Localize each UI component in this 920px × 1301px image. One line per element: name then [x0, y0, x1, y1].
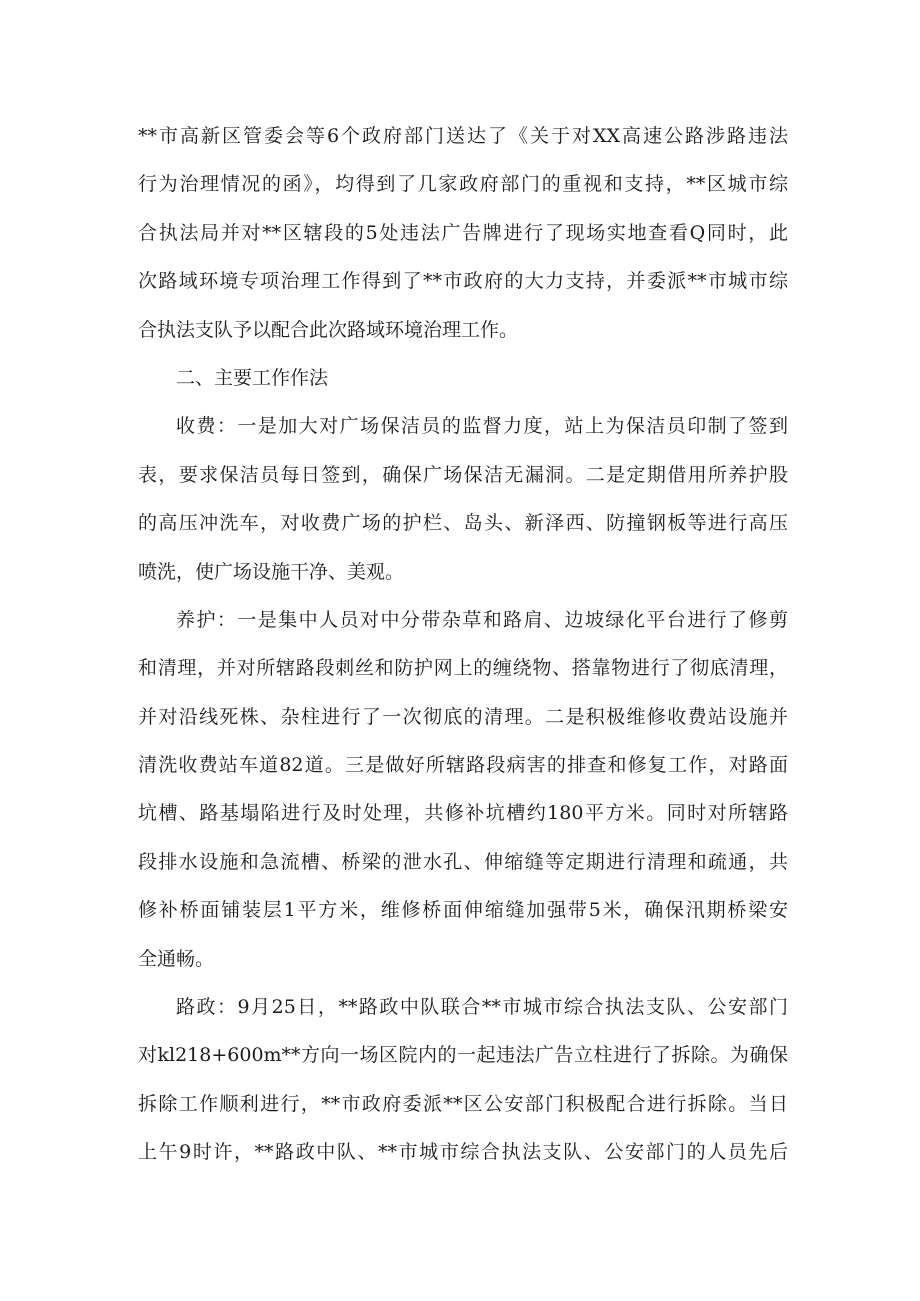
- text-line: 修补桥面铺装层1平方米，维修桥面伸缩缝加强带5米，确保汛期桥梁安: [138, 899, 788, 922]
- text-line: 二、主要工作作法: [176, 366, 329, 389]
- text-line: 的高压冲洗车，对收费广场的护栏、岛头、新泽西、防撞钢板等进行高压: [138, 512, 788, 535]
- text-line: 并对沿线死株、杂柱进行了一次彻底的清理。二是积极维修收费站设施并: [138, 705, 788, 728]
- text-line: 段排水设施和急流槽、桥梁的泄水孔、伸缩缝等定期进行清理和疏通，共: [138, 850, 788, 873]
- text-line: 合执法支队予以配合此次路域环境治理工作。: [138, 318, 519, 341]
- text-line: 清洗收费站车道82道。三是做好所辖路段病害的排查和修复工作，对路面: [138, 754, 788, 777]
- text-line: 对kl218+600m**方向一场区院内的一起违法广告立柱进行了拆除。为确保: [138, 1044, 788, 1067]
- text-line: 喷洗，使广场设施干净、美观。: [138, 560, 405, 583]
- text-line: 上午9时许，**路政中队、**市城市综合执法支队、公安部门的人员先后: [138, 1141, 788, 1164]
- text-line: 全通畅。: [138, 947, 215, 970]
- text-line: 表，要求保洁员每日签到，确保广场保洁无漏洞。二是定期借用所养护股: [138, 463, 788, 486]
- text-line: 行为治理情况的函》，均得到了几家政府部门的重视和支持，**区城市综: [138, 173, 788, 196]
- text-line: **市高新区管委会等6个政府部门送达了《关于对XX高速公路涉路违法: [138, 125, 788, 147]
- text-line: 和清理，并对所辖路段刺丝和防护网上的缠绕物、搭靠物进行了彻底清理，: [138, 657, 788, 680]
- document-body: [138, 112, 788, 1177]
- text-line: 合执法局并对**区辖段的5处违法广告牌进行了现场实地查看Q同时，此: [138, 221, 788, 244]
- text-line: 次路域环境专项治理工作得到了**市政府的大力支持，并委派**市城市综: [138, 270, 788, 293]
- text-line: 养护：一是集中人员对中分带杂草和路肩、边坡绿化平台进行了修剪: [176, 608, 788, 631]
- text-line: 拆除工作顺利进行，**市政府委派**区公安部门积极配合进行拆除。当日: [138, 1092, 788, 1115]
- text-line: 收费：一是加大对广场保洁员的监督力度，站上为保洁员印制了签到: [176, 415, 788, 438]
- text-line: 坑槽、路基塌陷进行及时处理，共修补坑槽约180平方米。同时对所辖路: [138, 802, 788, 825]
- text-line: 路政：9月25日，**路政中队联合**市城市综合执法支队、公安部门: [176, 996, 788, 1019]
